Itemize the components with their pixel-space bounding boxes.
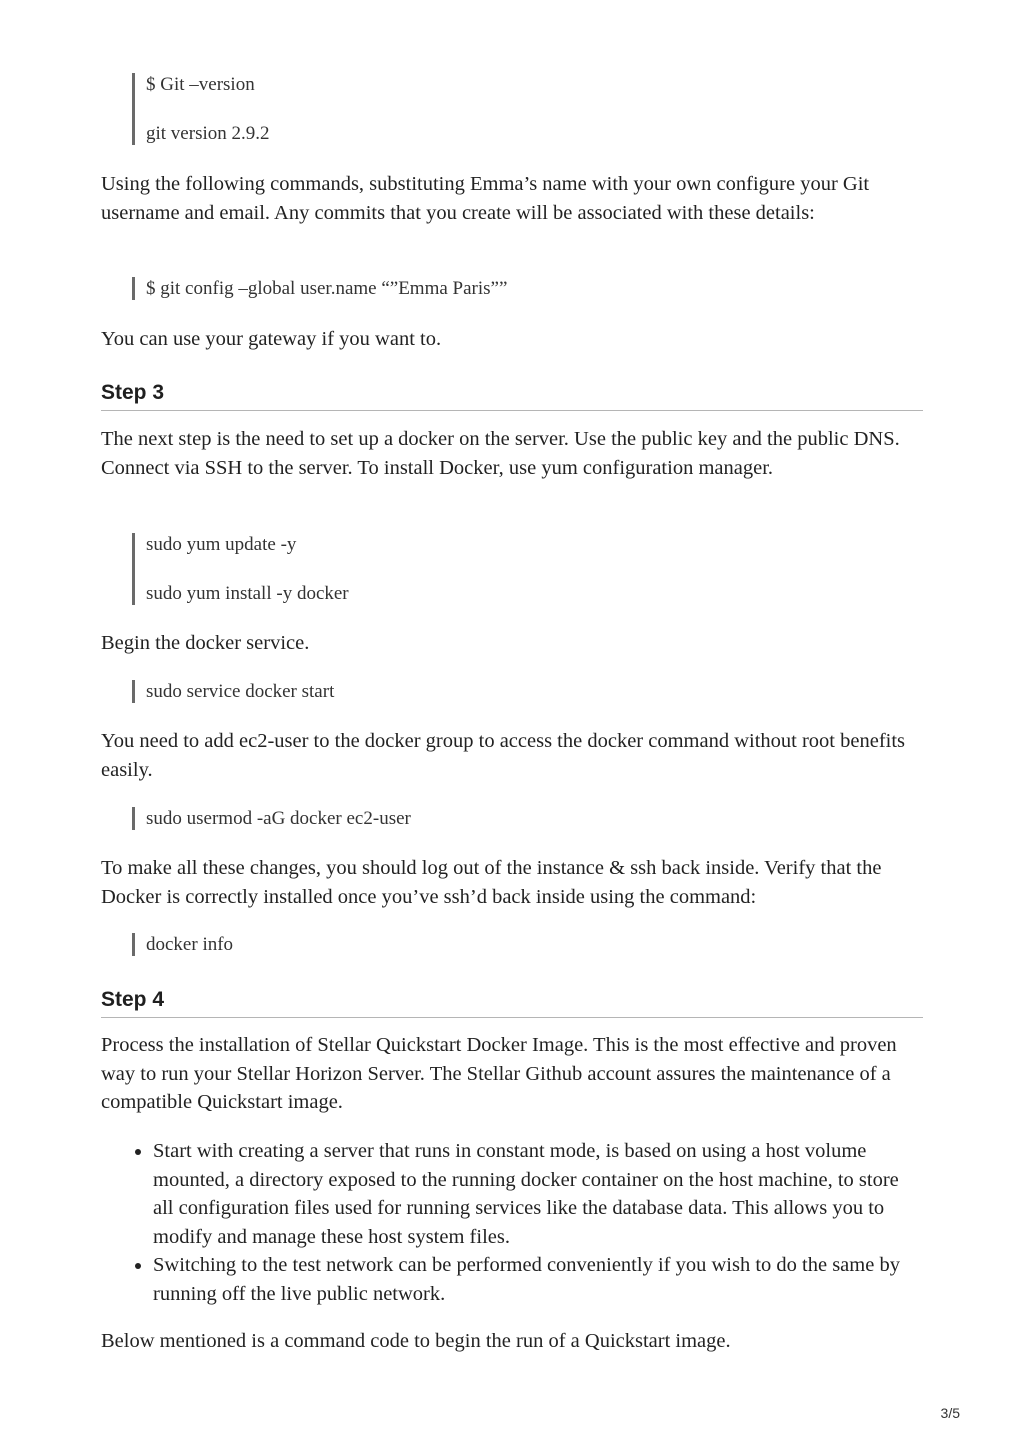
step-3-heading: Step 3: [101, 380, 923, 411]
code-quote-git-config: [132, 277, 507, 300]
code-quote-yum: [132, 533, 349, 605]
code-line: sudo yum install -y docker: [146, 583, 349, 604]
code-line: docker info: [146, 934, 234, 955]
code-quote-docker-info: [132, 933, 233, 956]
code-quote-service-start: [132, 680, 334, 703]
paragraph-quickstart: Process the installation of Stellar Quickstart Docker Image. This is the most effective and proven way to run your Stellar Horizon Server. The Stellar Github account assures the maintenance of a compatible Quickstart image.: [101, 1034, 897, 1113]
code-line: sudo service docker start: [146, 681, 335, 702]
paragraph-gateway: You can use your gateway if you want to.: [101, 328, 442, 350]
code-quote-git-version: [132, 73, 270, 145]
code-line: $ git config –global user.name “”Emma Paris””: [146, 278, 508, 299]
paragraph-command-code: Below mentioned is a command code to begin the run of a Quickstart image.: [101, 1330, 731, 1352]
paragraph-docker-service: Begin the docker service.: [101, 632, 310, 654]
code-line: git version 2.9.2: [146, 123, 270, 144]
paragraph-ec2-user: You need to add ec2-user to the docker group to access the docker command without root benefits easily.: [101, 730, 906, 781]
list-item: • Start with creating a server that runs in constant mode, is based on using a host volume mounted, a directory exposed to the running docker container on the host machine, to store all configuration files used for running services like the database data. This allows you to modify and manage these host system files.: [153, 1137, 923, 1251]
code-line: sudo yum update -y: [146, 534, 297, 555]
paragraph-docker-setup: The next step is the need to set up a docker on the server. Use the public key and the public DNS. Connect via SSH to the server. To install Docker, use yum configuration manager.: [101, 428, 900, 479]
code-line: sudo usermod -aG docker ec2-user: [146, 808, 411, 829]
paragraph-git-config: Using the following commands, substituting Emma’s name with your own configure your Git username and email. Any commits that you create will be associated with these details:: [101, 173, 870, 224]
code-quote-usermod: [132, 807, 411, 830]
list-item: • Switching to the test network can be performed conveniently if you wish to do the same by running off the live public network.: [153, 1251, 923, 1308]
code-line: $ Git –version: [146, 74, 255, 95]
paragraph-verify-docker: To make all these changes, you should log out of the instance & ssh back inside. Verify that the Docker is correctly installed once you’ve ssh’d back inside using the command:: [101, 857, 882, 908]
step-4-heading: Step 4: [101, 987, 923, 1018]
bullet-list: [101, 1137, 923, 1308]
page-number: 3/5: [940, 1405, 960, 1421]
